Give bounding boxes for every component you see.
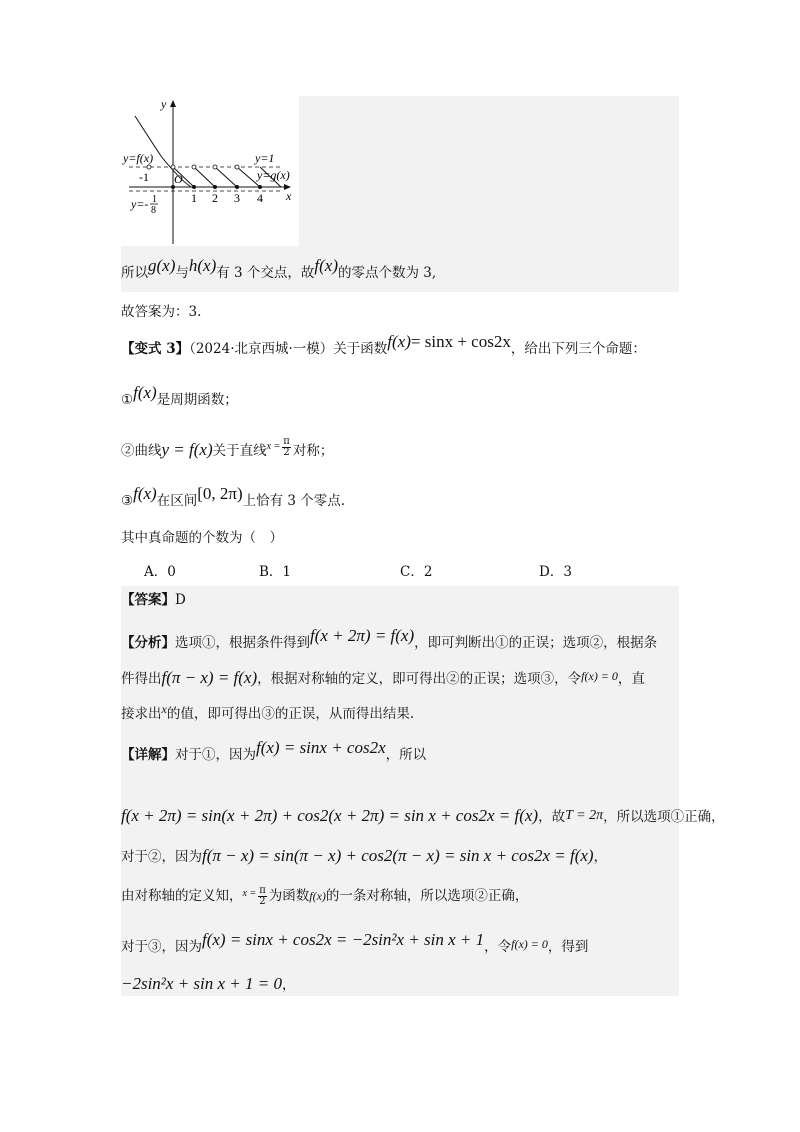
- detail-line-4: 由对称轴的定义知，$^{x =}$ $\frac{\pi}{2}$ 为函数f(x)的一条对称轴，所以选项②正确，: [121, 885, 529, 907]
- detail-line-6: −2sin²x + sin x + 1 = 0，: [121, 974, 296, 993]
- option-d: D．3: [539, 564, 572, 580]
- variant-header: 【变式 3】（2024·北京西城·一模）关于函数f(x)= sinx + cos2x，给出下列三个命题：: [121, 332, 646, 357]
- label-f: y=f(x): [123, 151, 154, 165]
- option-a: A．0: [144, 564, 176, 580]
- detail-line-2: f(x + 2π) = sin(x + 2π) + cos2(x + 2π) = sin x + cos2x = f(x)，故T = 2π，所以选项①正确，: [121, 806, 725, 825]
- proposition-3: ③f(x)在区间[0, 2π)上恰有 3 个零点.: [121, 484, 346, 509]
- detail-line-5: 对于③，因为f(x) = sinx + cos2x = −2sin²x + sin x + 1，令f(x) = 0，得到: [121, 930, 589, 955]
- answer-line: 【答案】D: [121, 592, 186, 608]
- tick-4: 4: [257, 191, 263, 205]
- intersection-line: 所以g(x)与h(x)有 3 个交点，故f(x)的零点个数为 3,: [121, 256, 437, 281]
- label-neg18-num: 1: [152, 194, 157, 205]
- variant-tag: 【变式 3】: [121, 341, 190, 357]
- proposition-2: ②曲线y = f(x)关于直线$^{x =}$ $\frac{\pi}{2}$ 对称；: [121, 436, 334, 459]
- x-axis-label: x: [286, 189, 292, 203]
- label-neg1: -1: [139, 170, 149, 184]
- answer-value: D: [175, 592, 186, 608]
- prev-answer: 故答案为：3.: [121, 304, 202, 320]
- analysis-line-1: 【分析】选项①，根据条件得到f(x + 2π) = f(x)，即可判断出①的正误；选项②，根据条: [121, 626, 658, 651]
- label-g: y=g(x): [257, 168, 290, 182]
- option-b: B．1: [259, 564, 292, 580]
- tick-3: 3: [234, 191, 240, 205]
- fx: f(x): [314, 256, 339, 275]
- tick-1: 1: [191, 191, 197, 205]
- y-axis-label: y: [161, 97, 167, 111]
- question-text: 其中真命题的个数为（ ）: [121, 530, 283, 546]
- analysis-line-2: 件得出f(π − x) = f(x)，根据对称轴的定义，即可得出②的正误；选项③，令f(x) = 0，直: [121, 668, 645, 687]
- function-graph: [121, 96, 299, 246]
- hx: h(x): [188, 256, 217, 275]
- detail-line-3: 对于②，因为f(π − x) = sin(π − x) + cos2(π − x) = sin x + cos2x = f(x)，: [121, 846, 608, 865]
- label-neg18-den: 8: [151, 205, 156, 216]
- detail-line-1: 【详解】对于①，因为f(x) = sinx + cos2x，所以: [121, 738, 427, 763]
- label-neg18-prefix: y=-: [131, 197, 149, 211]
- label-y1: y=1: [255, 151, 275, 165]
- proposition-1: ①f(x)是周期函数；: [121, 383, 238, 408]
- tick-2: 2: [212, 191, 218, 205]
- gx: g(x): [148, 256, 176, 275]
- analysis-line-3: 接求出x的值，即可得出③的正误，从而得出结果.: [121, 702, 415, 722]
- origin-label: O: [174, 172, 183, 186]
- option-c: C．2: [400, 564, 433, 580]
